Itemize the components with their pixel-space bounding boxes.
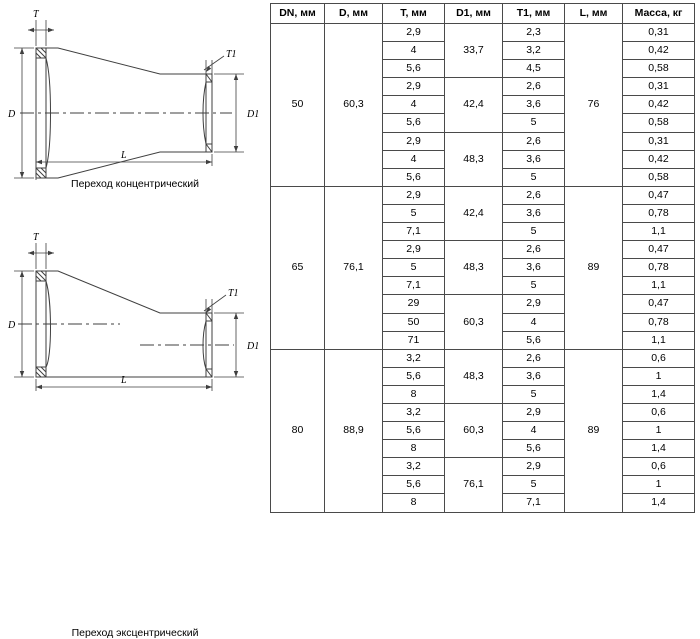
cell-t1: 5 <box>503 277 565 295</box>
cell-mass: 0,58 <box>623 114 695 132</box>
concentric-reducer-drawing <box>0 0 270 225</box>
cell-t: 5,6 <box>383 367 445 385</box>
header-d1: D1, мм <box>445 4 503 24</box>
cell-t1: 3,6 <box>503 204 565 222</box>
table-row <box>271 24 695 42</box>
cell-t1: 5 <box>503 168 565 186</box>
cell-mass: 1 <box>623 422 695 440</box>
cell-t1: 3,6 <box>503 150 565 168</box>
cell-t: 3,2 <box>383 458 445 476</box>
cell-d: 88,9 <box>325 349 383 512</box>
cell-t: 71 <box>383 331 445 349</box>
cell-mass: 1,1 <box>623 277 695 295</box>
cell-t: 8 <box>383 440 445 458</box>
dimensions-table <box>270 3 695 513</box>
cell-d1: 33,7 <box>445 24 503 78</box>
cell-mass: 0,58 <box>623 60 695 78</box>
cell-t: 3,2 <box>383 403 445 421</box>
cell-t1: 3,6 <box>503 96 565 114</box>
cell-d1: 48,3 <box>445 241 503 295</box>
cell-t: 50 <box>383 313 445 331</box>
cell-t: 2,9 <box>383 241 445 259</box>
cell-mass: 0,47 <box>623 295 695 313</box>
label-t1: T1 <box>226 49 237 60</box>
header-dn: DN, мм <box>271 4 325 24</box>
cell-t: 2,9 <box>383 186 445 204</box>
header-t1: T1, мм <box>503 4 565 24</box>
cell-t1: 5 <box>503 223 565 241</box>
cell-d1: 48,3 <box>445 132 503 186</box>
cell-t: 3,2 <box>383 349 445 367</box>
cell-t: 5,6 <box>383 422 445 440</box>
cell-t1: 5 <box>503 114 565 132</box>
cell-mass: 0,31 <box>623 132 695 150</box>
cell-dn: 80 <box>271 349 325 512</box>
cell-t1: 2,9 <box>503 458 565 476</box>
cell-t1: 2,6 <box>503 186 565 204</box>
label-l: L <box>121 375 127 386</box>
cell-t1: 2,6 <box>503 241 565 259</box>
label-t: T <box>33 9 39 20</box>
label-d: D <box>8 320 16 331</box>
label-d1: D1 <box>247 109 260 120</box>
table-row <box>271 186 695 204</box>
label-t: T <box>33 232 39 243</box>
header-l: L, мм <box>565 4 623 24</box>
cell-t: 2,9 <box>383 24 445 42</box>
table-body <box>271 24 695 513</box>
cell-t1: 2,9 <box>503 295 565 313</box>
cell-mass: 1,4 <box>623 494 695 512</box>
cell-t: 4 <box>383 96 445 114</box>
cell-t1: 3,6 <box>503 259 565 277</box>
cell-mass: 1 <box>623 367 695 385</box>
cell-mass: 0,78 <box>623 259 695 277</box>
cell-t1: 5,6 <box>503 440 565 458</box>
cell-t: 5,6 <box>383 60 445 78</box>
cell-t1: 2,6 <box>503 78 565 96</box>
cell-mass: 0,42 <box>623 150 695 168</box>
cell-t: 5 <box>383 259 445 277</box>
cell-mass: 0,31 <box>623 78 695 96</box>
figure-caption-eccentric: Переход эксцентрический <box>71 627 199 639</box>
cell-t: 4 <box>383 150 445 168</box>
table-row <box>271 349 695 367</box>
cell-d1: 42,4 <box>445 78 503 132</box>
eccentric-reducer-drawing <box>0 225 270 450</box>
label-d1: D1 <box>247 341 260 352</box>
cell-dn: 65 <box>271 186 325 349</box>
figure-concentric <box>0 0 270 225</box>
cell-mass: 1,1 <box>623 223 695 241</box>
cell-t: 2,9 <box>383 132 445 150</box>
cell-d1: 48,3 <box>445 349 503 403</box>
spec-table-wrapper <box>270 0 700 509</box>
cell-t: 2,9 <box>383 78 445 96</box>
cell-l: 76 <box>565 24 623 187</box>
cell-d1: 76,1 <box>445 458 503 512</box>
cell-t1: 4 <box>503 313 565 331</box>
cell-t: 8 <box>383 494 445 512</box>
cell-l: 89 <box>565 349 623 512</box>
label-l: L <box>121 150 127 161</box>
cell-t1: 2,9 <box>503 403 565 421</box>
cell-t1: 5,6 <box>503 331 565 349</box>
cell-mass: 0,6 <box>623 349 695 367</box>
cell-t: 5,6 <box>383 114 445 132</box>
label-t1: T1 <box>228 288 239 299</box>
cell-t1: 5 <box>503 385 565 403</box>
cell-l: 89 <box>565 186 623 349</box>
cell-t: 5,6 <box>383 168 445 186</box>
cell-t: 4 <box>383 42 445 60</box>
cell-t1: 3,6 <box>503 367 565 385</box>
cell-t: 29 <box>383 295 445 313</box>
figure-caption-concentric: Переход концентрический <box>71 178 199 190</box>
cell-t1: 2,6 <box>503 349 565 367</box>
cell-t1: 2,3 <box>503 24 565 42</box>
cell-mass: 0,78 <box>623 204 695 222</box>
cell-mass: 1,4 <box>623 440 695 458</box>
cell-d1: 60,3 <box>445 295 503 349</box>
cell-t1: 4,5 <box>503 60 565 78</box>
cell-mass: 1,1 <box>623 331 695 349</box>
cell-mass: 0,47 <box>623 186 695 204</box>
cell-d1: 60,3 <box>445 403 503 457</box>
cell-t: 5 <box>383 204 445 222</box>
cell-d: 60,3 <box>325 24 383 187</box>
cell-t: 7,1 <box>383 277 445 295</box>
cell-t1: 4 <box>503 422 565 440</box>
cell-mass: 1,4 <box>623 385 695 403</box>
cell-t: 7,1 <box>383 223 445 241</box>
cell-mass: 0,42 <box>623 96 695 114</box>
label-d: D <box>8 109 16 120</box>
cell-t1: 7,1 <box>503 494 565 512</box>
cell-mass: 1 <box>623 476 695 494</box>
header-t: T, мм <box>383 4 445 24</box>
cell-d: 76,1 <box>325 186 383 349</box>
drawings-column <box>0 0 270 639</box>
cell-d1: 42,4 <box>445 186 503 240</box>
table-header-row <box>271 4 695 24</box>
figure-eccentric <box>0 225 270 639</box>
header-d: D, мм <box>325 4 383 24</box>
cell-dn: 50 <box>271 24 325 187</box>
cell-mass: 0,78 <box>623 313 695 331</box>
cell-t1: 5 <box>503 476 565 494</box>
header-mass: Масса, кг <box>623 4 695 24</box>
cell-mass: 0,42 <box>623 42 695 60</box>
cell-t1: 3,2 <box>503 42 565 60</box>
cell-mass: 0,31 <box>623 24 695 42</box>
cell-mass: 0,6 <box>623 403 695 421</box>
cell-t: 5,6 <box>383 476 445 494</box>
cell-t1: 2,6 <box>503 132 565 150</box>
cell-mass: 0,58 <box>623 168 695 186</box>
cell-mass: 0,6 <box>623 458 695 476</box>
cell-t: 8 <box>383 385 445 403</box>
cell-mass: 0,47 <box>623 241 695 259</box>
